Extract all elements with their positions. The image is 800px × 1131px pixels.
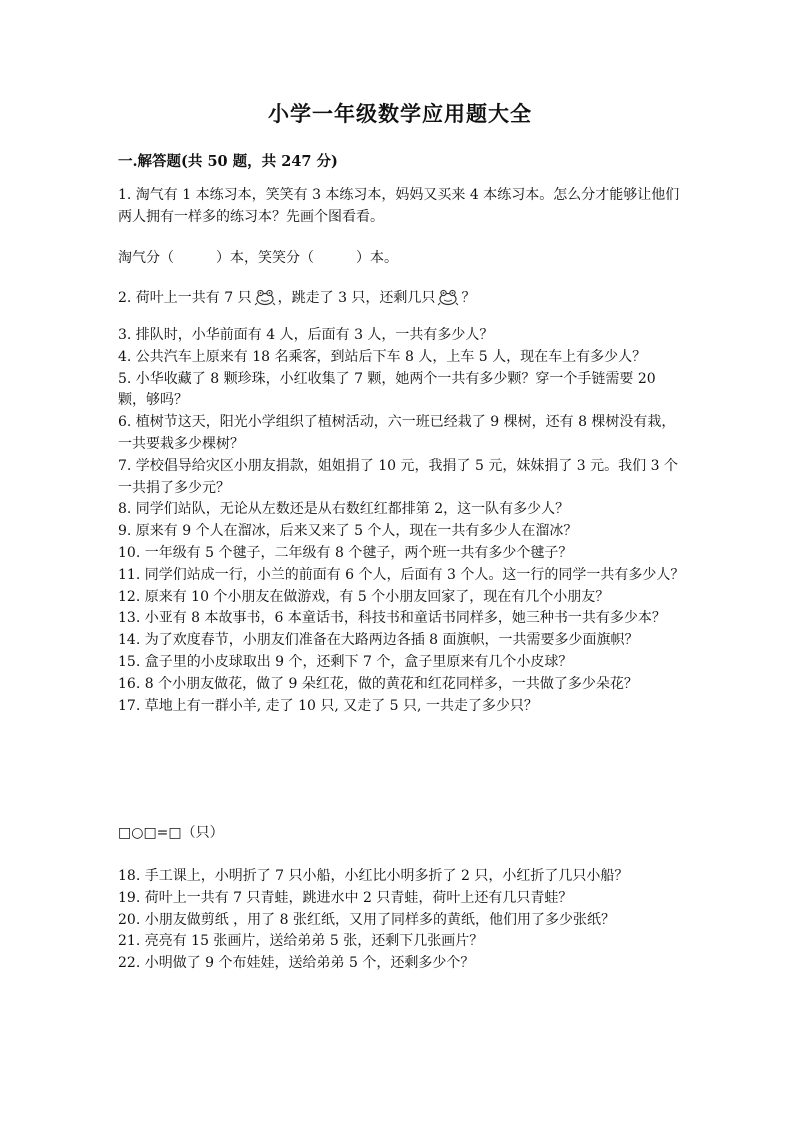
question-4: 4. 公共汽车上原来有 18 名乘客，到站后下车 8 人，上车 5 人，现在车上有多少人？ [118,348,647,365]
question-1 [118,185,688,229]
question-13: 13. 小亚有 8 本故事书，6 本童话书，科技书和童话书同样多，她三种书一共有多少本？ [118,610,666,627]
question-3: 3. 排队时，小华前面有 4 人，后面有 3 人，一共有多少人？ [118,327,494,343]
question-list-b [118,866,688,975]
question-17: 17. 草地上有一群小羊, 走了 10 只, 又走了 5 只, 一共走了多少只？ [118,697,538,714]
question-2-part-1: 2. 荷叶上一共有 7 只 [118,290,252,306]
question-8: 8. 同学们站队，无论从左数还是从右数红红都排第 2，这一队有多少人？ [118,501,570,518]
question-2-part-3: ？ [461,290,476,306]
question-1-answer-line [118,248,688,270]
question-2 [118,288,688,310]
page-title: 小学一年级数学应用题大全 [268,101,532,126]
question-text [118,288,688,310]
question-9: 9. 原来有 9 个人在溜冰，后来又来了 5 个人，现在一共有多少人在溜冰？ [118,523,578,540]
question-15: 15. 盒子里的小皮球取出 9 个，还剩下 7 个，盒子里原来有几个小皮球？ [118,653,573,670]
question-21: 21. 亮亮有 15 张画片，送给弟弟 5 张，还剩下几张画片？ [118,933,484,950]
answer-line: □○□=□（只） [118,825,224,841]
frog-icon [254,288,276,306]
question-19: 19. 荷叶上一共有 7 只青蛙，跳进水中 2 只青蛙，荷叶上还有几只青蛙？ [118,889,573,906]
answer-line: 淘气分（ ）本，笑笑分（ ）本。 [118,250,398,266]
question-20: 20. 小朋友做剪纸 ，用了 8 张红纸，又用了同样多的黄纸，他们用了多少张纸？ [118,911,615,928]
question-16: 16. 8 个小朋友做花，做了 9 朵红花，做的黄花和红花同样多，一共做了多少朵花？ [118,675,638,692]
section-heading: 一.解答题(共 50 题，共 247 分) [118,153,338,170]
question-text: 1. 淘气有 1 本练习本，笑笑有 3 本练习本，妈妈又买来 4 本练习本。怎么分才能够让他们两人拥有一样多的练习本？先画个图看看。 [118,187,680,225]
question-2-part-2: ，跳走了 3 只，还剩几只 [277,290,436,306]
question-6: 6. 植树节这天，阳光小学组织了植树活动，六一班已经栽了 9 棵树，还有 8 棵树没有栽，一共要栽多少棵树？ [118,414,676,452]
question-5: 5. 小华收藏了 8 颗珍珠，小红收集了 7 颗，她两个一共有多少颗？穿一个手链需要 20 颗，够吗？ [118,370,656,409]
frog-icon [437,288,459,306]
question-17-answer-line [118,823,688,845]
question-10: 10. 一年级有 5 个毽子，二年级有 8 个毽子，两个班一共有多少个毽子？ [118,544,573,561]
question-22: 22. 小明做了 9 个布娃娃，送给弟弟 5 个，还剩多少个？ [118,955,475,972]
question-18: 18. 手工课上，小明折了 7 只小船，小红比小明多折了 2 只，小红折了几只小船？ [118,868,629,884]
question-11: 11. 同学们站成一行，小兰的前面有 6 个人，后面有 3 个人。这一行的同学一共有多少人？ [118,566,685,583]
question-list-a [118,325,688,717]
question-12: 12. 原来有 10 个小朋友在做游戏，有 5 个小朋友回家了，现在有几个小朋友？ [118,588,610,605]
question-14: 14. 为了欢度春节，小朋友们准备在大路两边各插 8 面旗帜，一共需要多少面旗帜？ [118,632,639,649]
question-7: 7. 学校倡导给灾区小朋友捐款，姐姐捐了 10 元，我捐了 5 元，妹妹捐了 3 元。我们 3 个一共捐了多少元？ [118,457,678,496]
